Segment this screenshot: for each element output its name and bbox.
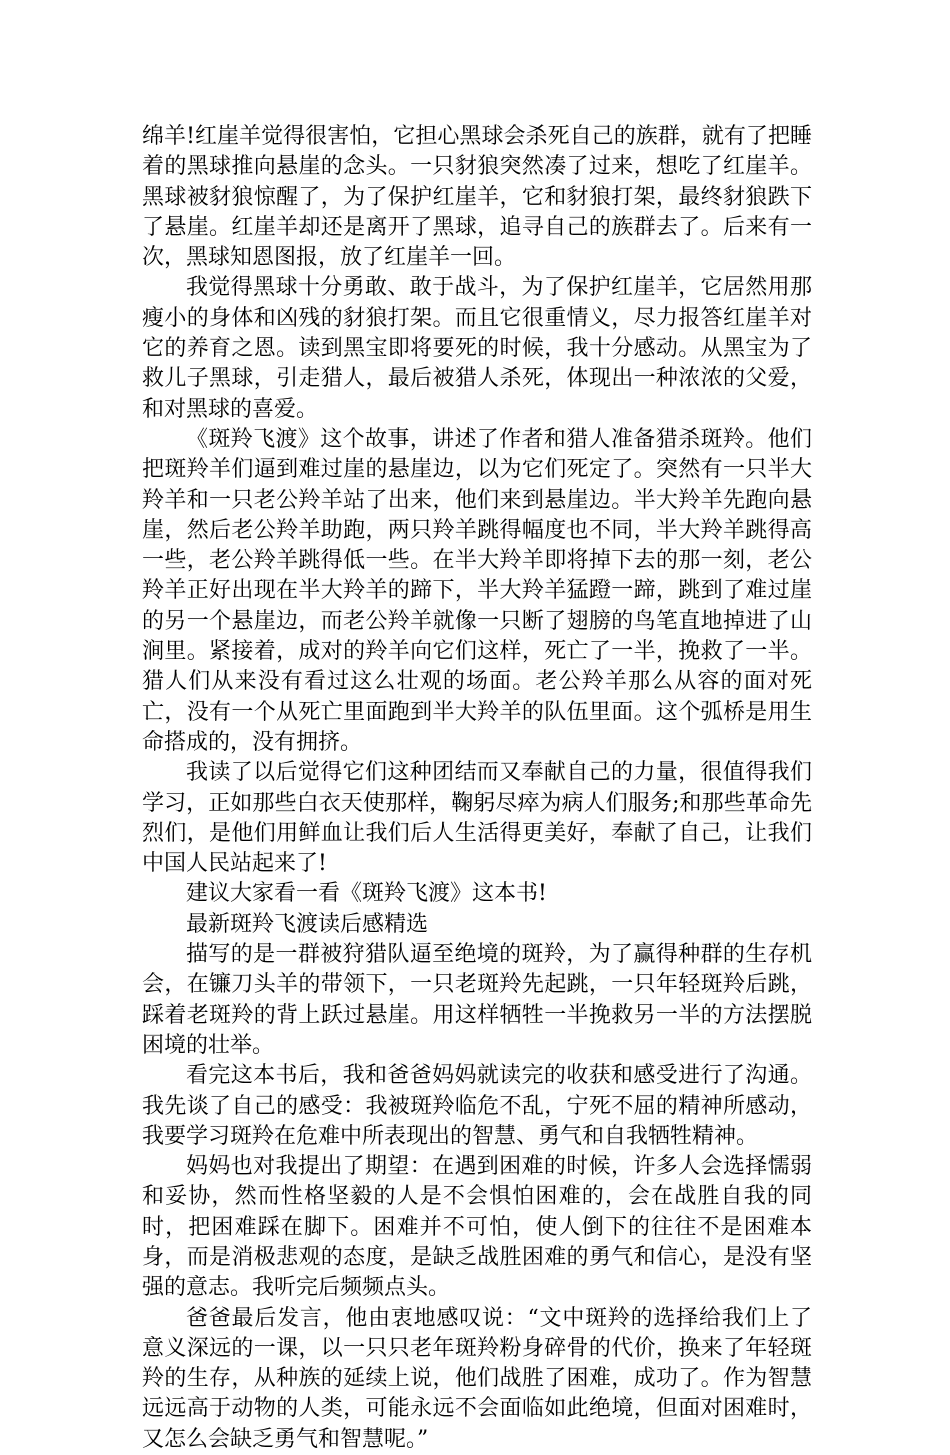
section-heading: 最新斑羚飞渡读后感精选 — [186, 911, 429, 937]
paragraph-black-ball-reflection: 我觉得黑球十分勇敢、敢于战斗，为了保护红崖羊，它居然用那瘦小的身体和凶残的豺狼打架。而且它很重情义，尽力报答红崖羊对它的养育之恩。读到黑宝即将要死的时候，我十分感动。从黑宝为了救儿子黑球，引走猎人，最后被猎人杀死，体现出一种浓浓的父爱，和对黑球的喜爱。 — [142, 275, 812, 422]
paragraph-mother-expectation: 妈妈也对我提出了期望：在遇到困难的时候，许多人会选择懦弱和妥协，然而性格坚毅的人是不会惧怕困难的，会在战胜自我的同时，把困难踩在脚下。困难并不可怕，使人倒下的往往不是困难本身，而是消极悲观的态度，是缺乏战胜困难的勇气和信心，是没有坚强的意志。我听完后频频点头。 — [142, 1154, 812, 1301]
paragraph-red-cliff-sheep-story: 绵羊!红崖羊觉得很害怕，它担心黑球会杀死自己的族群，就有了把睡着的黑球推向悬崖的念头。一只豺狼突然凑了过来，想吃了红崖羊。黑球被豺狼惊醒了，为了保护红崖羊，它和豺狼打架，最终豺狼跌下了悬崖。红崖羊却还是离开了黑球，追寻自己的族群去了。后来有一次，黑球知恩图报，放了红崖羊一回。 — [142, 124, 812, 271]
paragraph-book-recommendation: 建议大家看一看《斑羚飞渡》这本书! — [186, 881, 547, 907]
paragraph-antelope-reflection: 我读了以后觉得它们这种团结而又奉献自己的力量，很值得我们学习，正如那些白衣天使那样，鞠躬尽瘁为病人们服务;和那些革命先烈们，是他们用鲜血让我们后人生活得更美好，奉献了自己，让我们中国人民站起来了! — [142, 760, 812, 877]
document-body — [142, 122, 812, 1455]
paragraph-father-remarks: 爸爸最后发言，他由衷地感叹说：“文中斑羚的选择给我们上了意义深远的一课，以一只只老年斑羚粉身碎骨的代价，换来了年轻斑羚的生存，从种族的延续上说，他们战胜了困难，成功了。作为智慧远远高于动物的人类，可能永远不会面临如此绝境，但面对困难时，又怎么会缺乏勇气和智慧呢。” — [142, 1305, 812, 1452]
paragraph-family-discussion: 看完这本书后，我和爸爸妈妈就读完的收获和感受进行了沟通。我先谈了自己的感受：我被斑羚临危不乱，宁死不屈的精神所感动，我要学习斑羚在危难中所表现出的智慧、勇气和自我牺牲精神。 — [142, 1063, 812, 1149]
paragraph-antelope-story-summary: 《斑羚飞渡》这个故事，讲述了作者和猎人准备猎杀斑羚。他们把斑羚羊们逼到难过崖的悬崖边，以为它们死定了。突然有一只半大羚羊和一只老公羚羊站了出来，他们来到悬崖边。半大羚羊先跑向悬崖，然后老公羚羊助跑，两只羚羊跳得幅度也不同，半大羚羊跳得高一些，老公羚羊跳得低一些。在半大羚羊即将掉下去的那一刻，老公羚羊正好出现在半大羚羊的蹄下，半大羚羊猛蹬一蹄，跳到了难过崖的另一个悬崖边，而老公羚羊就像一只断了翅膀的鸟笔直地掉进了山涧里。紧接着，成对的羚羊向它们这样，死亡了一半，挽救了一半。猎人们从来没有看过这么壮观的场面。老公羚羊那么从容的面对死亡，没有一个从死亡里面跑到半大羚羊的队伍里面。这个弧桥是用生命搭成的，没有拥挤。 — [142, 426, 812, 755]
paragraph-story-description: 描写的是一群被狩猎队逼至绝境的斑羚，为了赢得种群的生存机会，在镰刀头羊的带领下，一只老斑羚先起跳，一只年轻斑羚后跳，踩着老斑羚的背上跃过悬崖。用这样牺牲一半挽救另一半的方法摆脱困境的壮举。 — [142, 942, 812, 1058]
